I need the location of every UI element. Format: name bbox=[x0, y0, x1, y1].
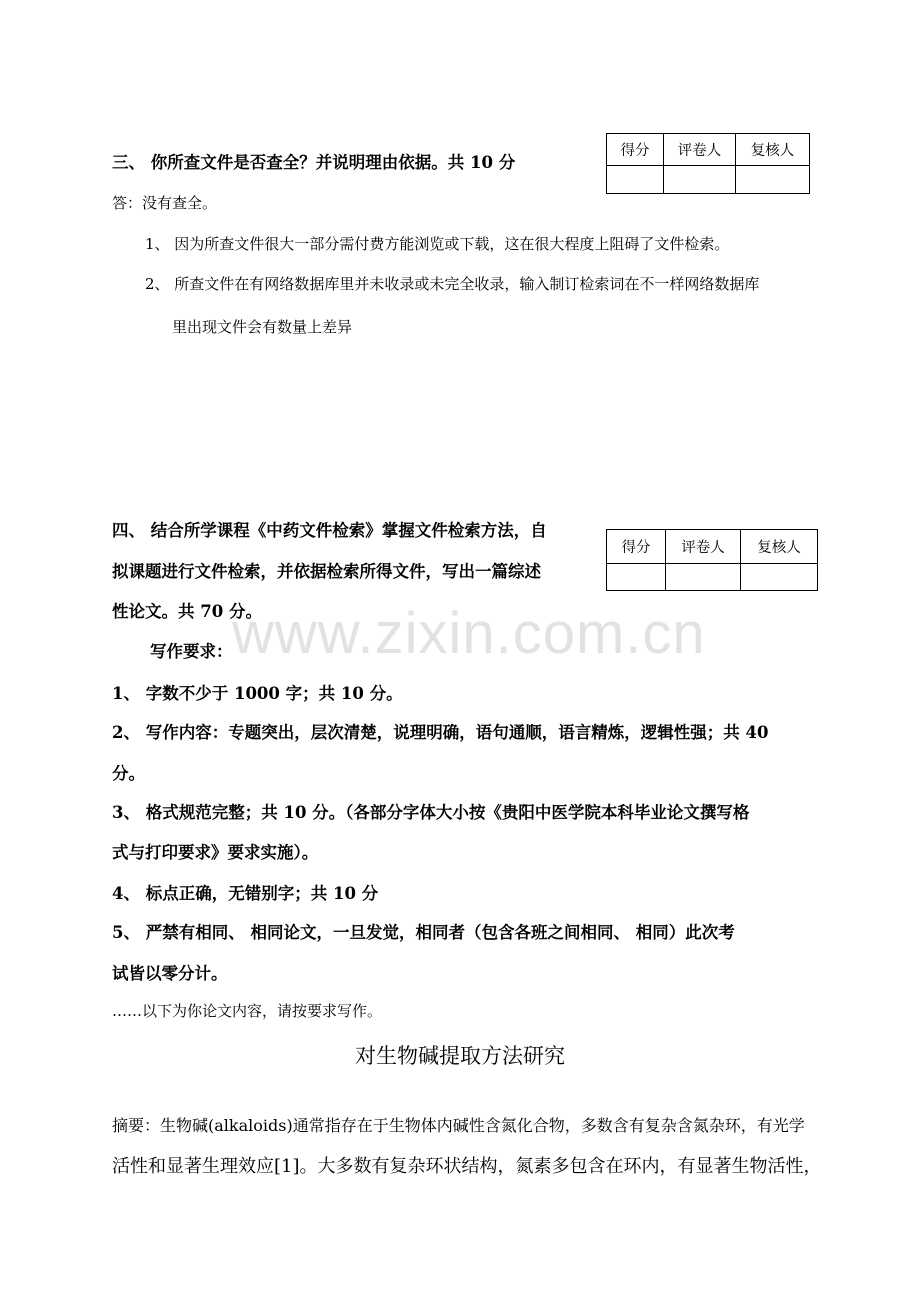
reviewer-header: 复核人 bbox=[741, 530, 818, 564]
grader-cell[interactable] bbox=[666, 564, 741, 591]
requirement-1: 1、 字数不少于 1000 字；共 10 分。 bbox=[112, 684, 403, 703]
abstract-line-2: 活性和显著生理效应[1]。大多数有复杂环状结构，氮素多包含在环内，有显著生物活性， bbox=[112, 1156, 822, 1177]
answer-item-1: 1、 因为所查文件很大一部分需付费方能浏览或下载，这在很大程度上阻碍了文件检索。 bbox=[145, 235, 730, 253]
abstract-line-1: 摘要：生物碱(alkaloids)通常指存在于生物体内碱性含氮化合物，多数含有复杂含氮杂环，有光学 bbox=[112, 1116, 805, 1135]
score-cell[interactable] bbox=[607, 564, 666, 591]
section3-score-table bbox=[606, 133, 810, 194]
grader-cell[interactable] bbox=[664, 166, 736, 194]
requirement-5: 5、 严禁有相同、 相同论文，一旦发觉，相同者（包含各班之间相同、 相同）此次考 bbox=[112, 923, 735, 942]
essay-note: ……以下为你论文内容，请按要求写作。 bbox=[112, 1002, 383, 1020]
score-header: 得分 bbox=[607, 530, 666, 564]
answer-label: 答：没有查全。 bbox=[112, 194, 218, 212]
grader-header: 评卷人 bbox=[664, 134, 736, 166]
score-cell[interactable] bbox=[607, 166, 664, 194]
requirement-3: 3、 格式规范完整；共 10 分。（各部分字体大小按《贵阳中医学院本科毕业论文撰写格 bbox=[112, 803, 750, 822]
grader-header: 评卷人 bbox=[666, 530, 741, 564]
paper-title: 对生物碱提取方法研究 bbox=[355, 1044, 565, 1068]
requirement-3-cont: 式与打印要求》要求实施）。 bbox=[112, 843, 319, 862]
section4-title-line2: 拟课题进行文件检索，并依据检索所得文件，写出一篇综述 bbox=[112, 562, 541, 581]
requirement-5-cont: 试皆以零分计。 bbox=[112, 964, 228, 983]
section4-title-line1: 四、 结合所学课程《中药文件检索》掌握文件检索方法，自 bbox=[112, 521, 547, 540]
section4-score-table bbox=[606, 529, 818, 591]
requirements-label: 写作要求： bbox=[150, 642, 233, 661]
requirement-2: 2、 写作内容：专题突出，层次清楚，说理明确，语句通顺，语言精炼，逻辑性强；共 40 bbox=[112, 723, 769, 742]
requirement-4: 4、 标点正确，无错别字；共 10 分 bbox=[112, 884, 379, 903]
watermark: www.zixin.com.cn bbox=[232, 601, 706, 666]
requirement-2-cont: 分。 bbox=[112, 764, 145, 783]
score-header: 得分 bbox=[607, 134, 664, 166]
section4-title-line3: 性论文。共 70 分。 bbox=[112, 602, 262, 621]
answer-item-2-cont: 里出现文件会有数量上差异 bbox=[172, 318, 353, 336]
reviewer-cell[interactable] bbox=[741, 564, 818, 591]
reviewer-header: 复核人 bbox=[736, 134, 810, 166]
section3-title: 三、 你所查文件是否查全？并说明理由依据。共 10 分 bbox=[112, 153, 516, 172]
answer-item-2: 2、 所查文件在有网络数据库里并未收录或未完全收录，输入制订检索词在不一样网络数据库 bbox=[145, 275, 760, 293]
reviewer-cell[interactable] bbox=[736, 166, 810, 194]
